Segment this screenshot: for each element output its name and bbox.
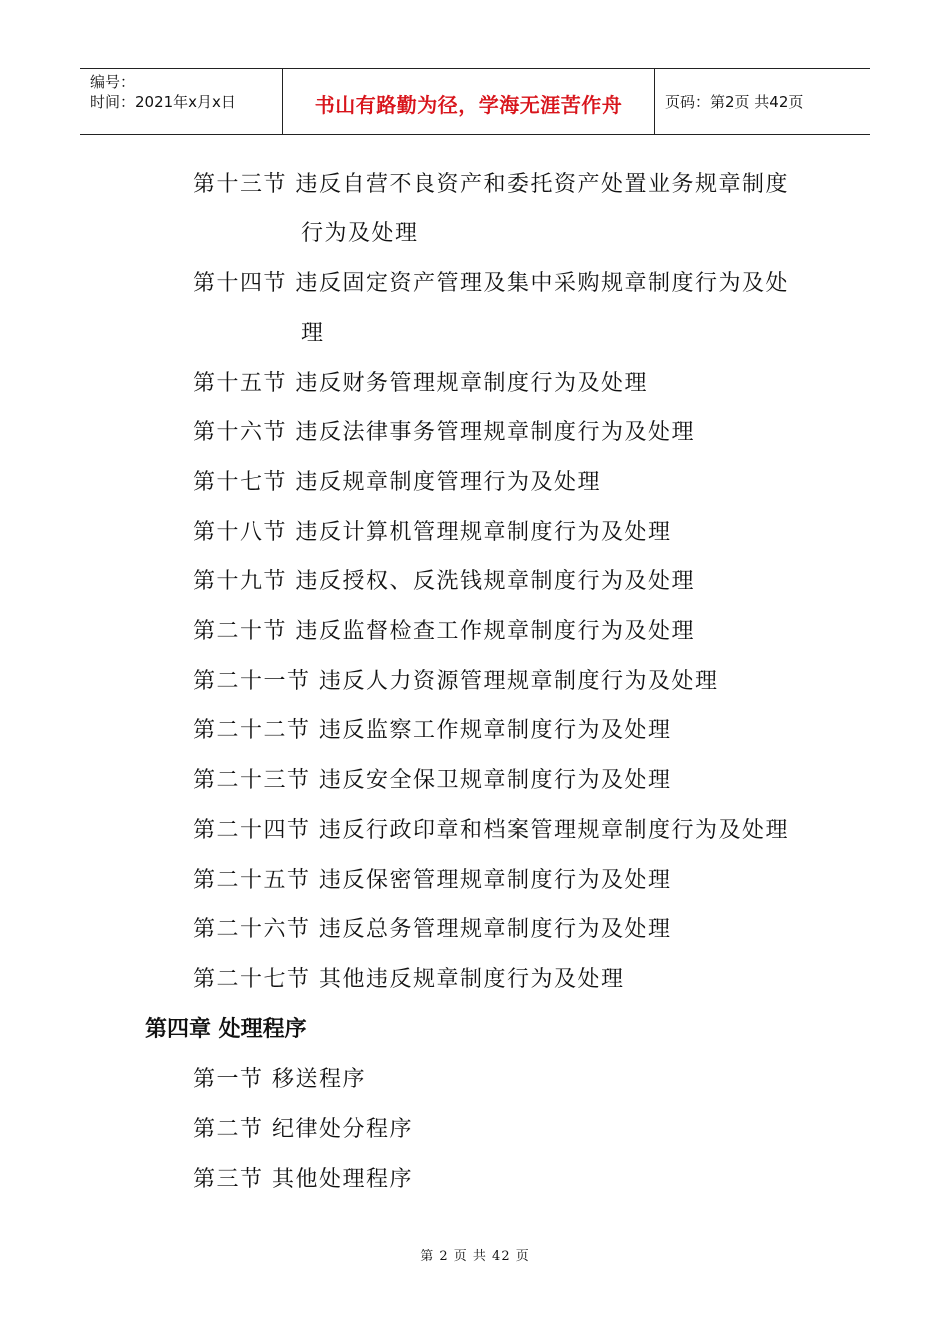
toc-section-14-continued: 理 bbox=[301, 321, 325, 346]
toc-section-23: 第二十三节 违反安全保卫规章制度行为及处理 bbox=[193, 768, 672, 793]
toc-section-17: 第十七节 违反规章制度管理行为及处理 bbox=[193, 470, 601, 495]
toc-ch4-section-1: 第一节 移送程序 bbox=[193, 1067, 366, 1092]
toc-section-16: 第十六节 违反法律事务管理规章制度行为及处理 bbox=[193, 420, 695, 445]
header-divider bbox=[654, 69, 655, 135]
document-number-label: 编号： bbox=[90, 73, 136, 91]
toc-section-26: 第二十六节 违反总务管理规章制度行为及处理 bbox=[193, 917, 672, 942]
toc-ch4-section-2: 第二节 纪律处分程序 bbox=[193, 1117, 413, 1142]
toc-section-13: 第十三节 违反自营不良资产和委托资产处置业务规章制度 bbox=[193, 172, 789, 197]
header-page-info: 页码：第2页 共42页 bbox=[665, 93, 804, 111]
header-meta bbox=[90, 72, 236, 112]
toc-section-13-continued: 行为及处理 bbox=[301, 221, 419, 246]
toc-section-15: 第十五节 违反财务管理规章制度行为及处理 bbox=[193, 371, 648, 396]
toc-section-24: 第二十四节 违反行政印章和档案管理规章制度行为及处理 bbox=[193, 818, 789, 843]
toc-section-19: 第十九节 违反授权、反洗钱规章制度行为及处理 bbox=[193, 569, 695, 594]
document-time: 时间：2021年x月x日 bbox=[90, 93, 236, 111]
toc-section-20: 第二十节 违反监督检查工作规章制度行为及处理 bbox=[193, 619, 695, 644]
page-footer: 第 2 页 共 42 页 bbox=[420, 1249, 530, 1264]
header-motto: 书山有路勤为径，学海无涯苦作舟 bbox=[314, 93, 623, 117]
page-header bbox=[80, 68, 870, 135]
toc-ch4-section-3: 第三节 其他处理程序 bbox=[193, 1167, 413, 1192]
toc-section-21: 第二十一节 违反人力资源管理规章制度行为及处理 bbox=[193, 669, 719, 694]
toc-section-18: 第十八节 违反计算机管理规章制度行为及处理 bbox=[193, 520, 672, 545]
toc-section-27: 第二十七节 其他违反规章制度行为及处理 bbox=[193, 967, 625, 992]
toc-section-14: 第十四节 违反固定资产管理及集中采购规章制度行为及处 bbox=[193, 271, 789, 296]
toc-chapter-4: 第四章 处理程序 bbox=[145, 1017, 307, 1042]
toc-section-25: 第二十五节 违反保密管理规章制度行为及处理 bbox=[193, 868, 672, 893]
toc-section-22: 第二十二节 违反监察工作规章制度行为及处理 bbox=[193, 718, 672, 743]
